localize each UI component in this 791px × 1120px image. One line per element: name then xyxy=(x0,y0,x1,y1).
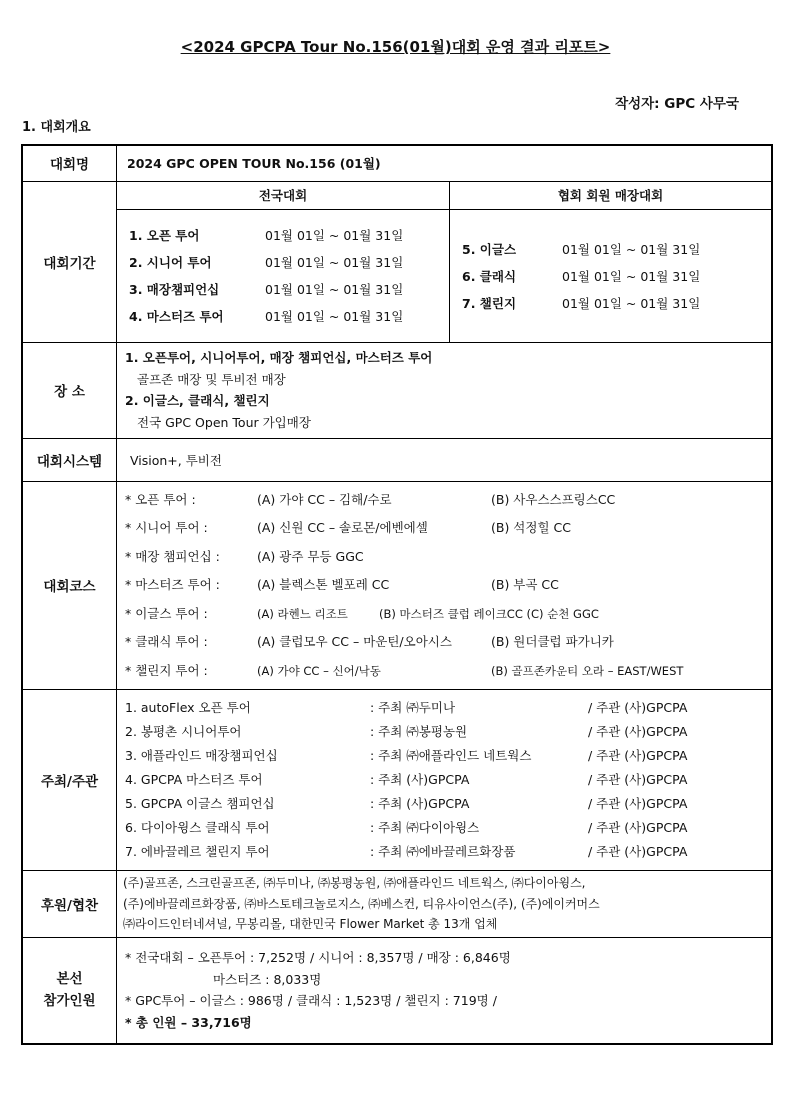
period-item: 6. 클래식 01월 01일 ~ 01월 31일 xyxy=(462,268,701,284)
host-line: 7. 에바끌레르 챌린지 투어 : 주최 ㈜에바끌레르화장품 / 주관 (사)GPCPA xyxy=(125,844,688,859)
participants-line: 마스터즈 : 8,033명 xyxy=(213,971,322,987)
venue-line: 골프존 매장 및 투비전 매장 xyxy=(137,371,286,387)
period-item: 4. 마스터즈 투어 01월 01일 ~ 01월 31일 xyxy=(129,309,404,324)
sponsor-line: (주)에바끌레르화장품, ㈜바스토테크놀로지스, ㈜베스컨, 티유사이언스(주), (주)에이커머스 xyxy=(123,896,600,911)
label-course: 대회코스 xyxy=(22,481,117,690)
course-line: * 매장 챔피언십 : (A) 광주 무등 GGC xyxy=(125,548,364,564)
course-line: * 클래식 투어 : (A) 클럽모우 CC – 마운틴/오아시스 (B) 원더클럽 파가니카 xyxy=(125,634,614,649)
venue-line: 2. 이글스, 클래식, 챌린지 xyxy=(125,393,270,408)
course-line: * 시니어 투어 : (A) 신원 CC – 솔로몬/에벤에셀 (B) 석정힐 CC xyxy=(125,520,571,535)
row-system xyxy=(22,438,772,481)
host-line: 1. autoFlex 오픈 투어 : 주최 ㈜두미나 / 주관 (사)GPCPA xyxy=(125,700,688,715)
label-name: 대회명 xyxy=(22,145,117,181)
author-line: 작성자: GPC 사무국 xyxy=(615,96,739,112)
period-item: 3. 매장챔피언십 01월 01일 ~ 01월 31일 xyxy=(129,282,404,297)
participants-line: * GPC투어 – 이글스 : 986명 / 클래식 : 1,523명 / 챌린지 : 719명 / xyxy=(125,993,497,1009)
row-participants xyxy=(22,938,772,1044)
host-line: 6. 다이아윙스 클래식 투어 : 주최 ㈜다이아윙스 / 주관 (사)GPCPA xyxy=(125,820,688,835)
national-period xyxy=(117,182,449,342)
host-line: 3. 애플라인드 매장챔피언십 : 주최 ㈜애플라인드 네트웍스 / 주관 (사)GPCPA xyxy=(125,748,688,763)
label-participants: 본선 참가인원 xyxy=(22,938,117,1044)
period-item: 5. 이글스 01월 01일 ~ 01월 31일 xyxy=(462,241,701,257)
row-course xyxy=(22,481,772,690)
period-item: 1. 오픈 투어 01월 01일 ~ 01월 31일 xyxy=(129,228,404,243)
course-line: * 이글스 투어 : (A) 라헨느 리조트 (B) 마스터즈 클럽 레이크CC (C) 순천 GGC xyxy=(125,605,599,621)
host-line: 4. GPCPA 마스터즈 투어 : 주최 (사)GPCPA / 주관 (사)GPCPA xyxy=(125,772,688,787)
label-venue: 장 소 xyxy=(22,342,117,438)
row-sponsor xyxy=(22,871,772,938)
member-period xyxy=(449,182,771,342)
national-head: 전국대회 xyxy=(117,182,449,210)
report-title: <2024 GPCPA Tour No.156(01월)대회 운영 결과 리포트> xyxy=(180,38,611,56)
row-period xyxy=(22,181,772,342)
venue-line: 전국 GPC Open Tour 가입매장 xyxy=(137,414,311,430)
section-heading: 1. 대회개요 xyxy=(22,120,91,135)
venue-line: 1. 오픈투어, 시니어투어, 매장 챔피언십, 마스터즈 투어 xyxy=(125,350,433,365)
row-host xyxy=(22,690,772,871)
sponsor-line: (주)골프존, 스크린골프존, ㈜두미나, ㈜봉평농원, ㈜애플라인드 네트웍스, ㈜다이아윙스, xyxy=(123,876,586,891)
member-head: 협회 회원 매장대회 xyxy=(450,182,771,210)
label-sponsor: 후원/협찬 xyxy=(22,871,117,938)
period-item: 7. 챌린지 01월 01일 ~ 01월 31일 xyxy=(462,295,701,311)
label-period: 대회기간 xyxy=(22,181,117,342)
sponsor-line: ㈜라이드인터네셔널, 무봉리몰, 대한민국 Flower Market 총 13개 업체 xyxy=(123,917,498,932)
row-name xyxy=(22,145,772,181)
row-venue xyxy=(22,342,772,438)
label-host: 주최/주관 xyxy=(22,690,117,871)
host-line: 2. 봉평촌 시니어투어 : 주최 ㈜봉평농원 / 주관 (사)GPCPA xyxy=(125,724,688,739)
overview-table xyxy=(21,144,773,1045)
participants-total: * 총 인원 – 33,716명 xyxy=(125,1014,252,1030)
course-line: * 오픈 투어 : (A) 가야 CC – 김해/수로 (B) 사우스스프링스CC xyxy=(125,491,616,507)
label-system: 대회시스템 xyxy=(22,438,117,481)
tournament-name: 2024 GPC OPEN TOUR No.156 (01월) xyxy=(127,156,381,172)
course-line: * 챌린지 투어 : (A) 가야 CC – 신어/낙동 (B) 골프존카운티 오라 – EAST/WEST xyxy=(125,662,684,678)
system-value: Vision+, 투비전 xyxy=(130,452,222,468)
course-line: * 마스터즈 투어 : (A) 블렉스톤 벨포레 CC (B) 부곡 CC xyxy=(125,577,559,592)
participants-line: * 전국대회 – 오픈투어 : 7,252명 / 시니어 : 8,357명 / 매장 : 6,846명 xyxy=(125,950,511,966)
period-item: 2. 시니어 투어 01월 01일 ~ 01월 31일 xyxy=(129,255,404,270)
host-line: 5. GPCPA 이글스 챔피언십 : 주최 (사)GPCPA / 주관 (사)GPCPA xyxy=(125,796,688,811)
